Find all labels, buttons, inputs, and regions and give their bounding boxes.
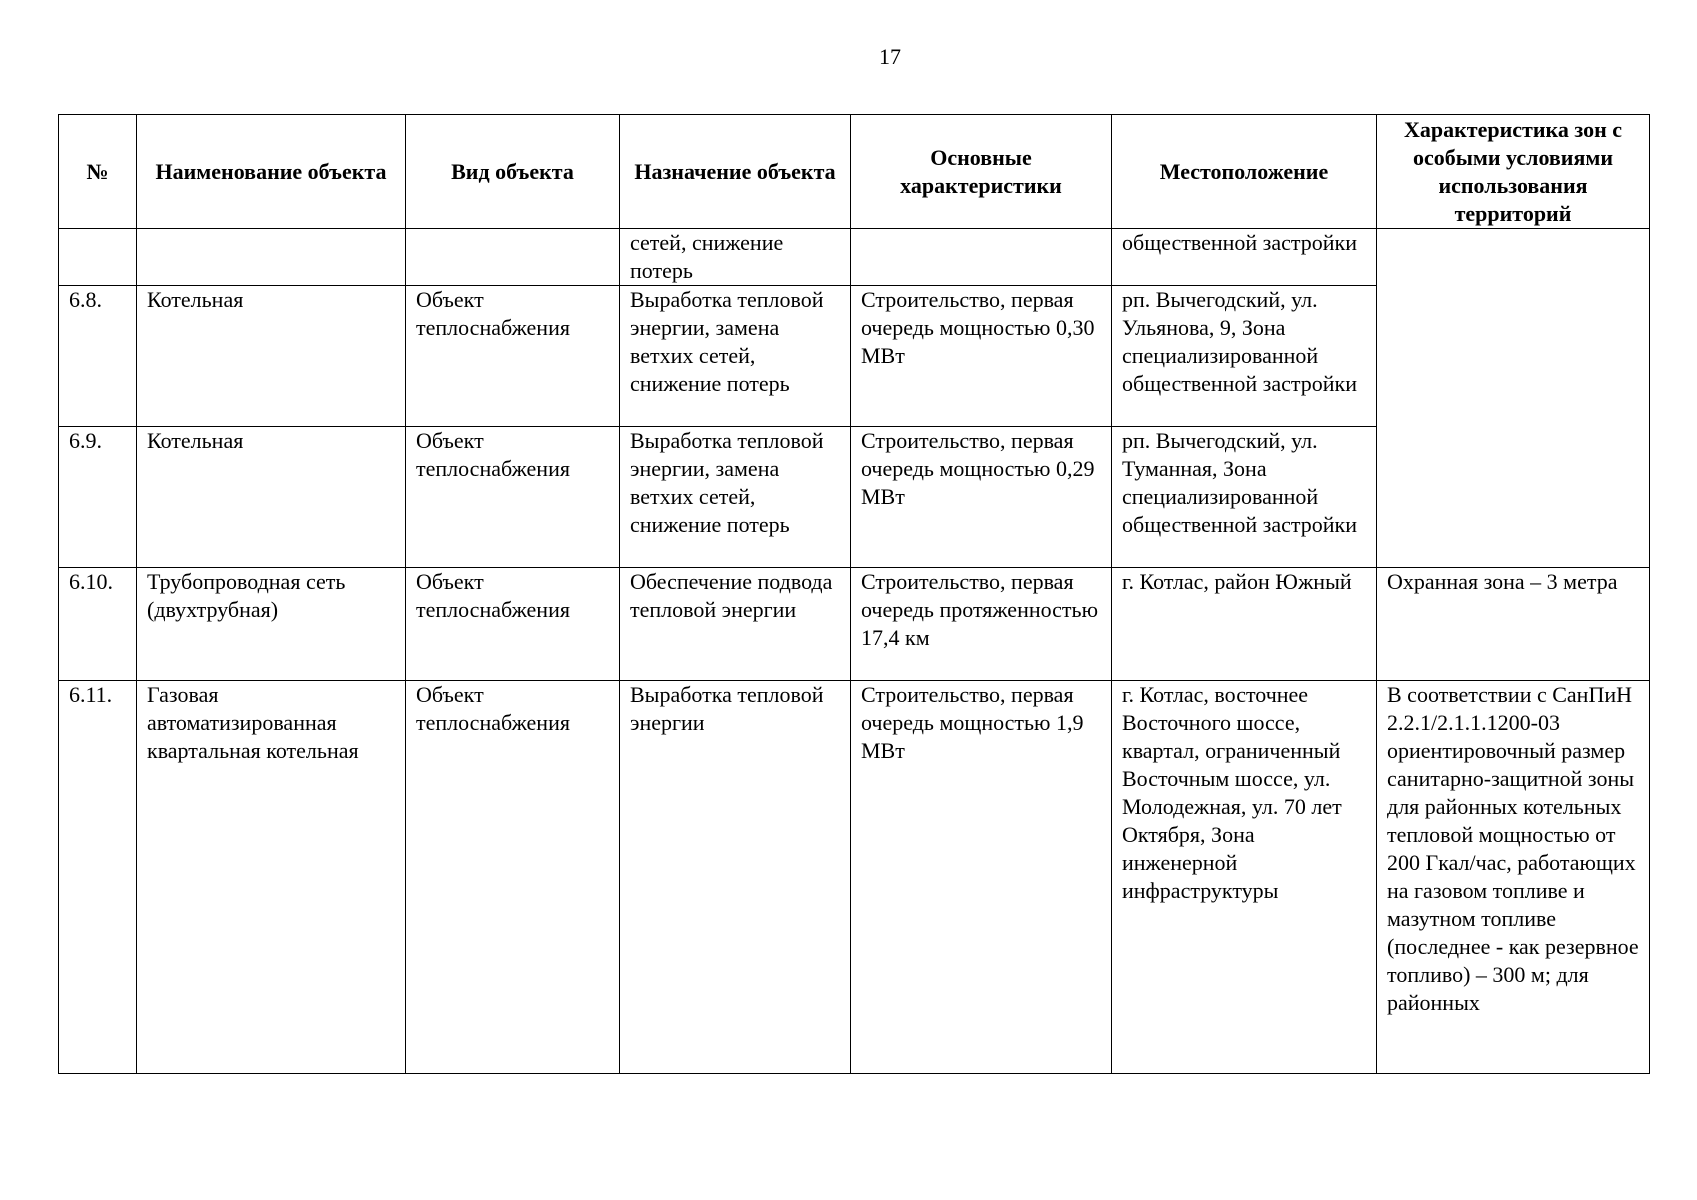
cell-name — [137, 229, 406, 286]
header-location: Местоположение — [1112, 115, 1377, 229]
cell-name: Котельная — [137, 286, 406, 427]
cell-number: 6.8. — [59, 286, 137, 427]
header-purpose: Назначение объекта — [620, 115, 851, 229]
header-characteristics: Основные характеристики — [851, 115, 1112, 229]
cell-number: 6.9. — [59, 427, 137, 568]
cell-name: Трубопроводная сеть (двухтрубная) — [137, 568, 406, 681]
cell-characteristics — [851, 229, 1112, 286]
cell-type: Объект теплоснабжения — [406, 568, 620, 681]
page-number: 17 — [879, 44, 901, 69]
header-name: Наименование объекта — [137, 115, 406, 229]
cell-type — [406, 229, 620, 286]
cell-purpose: Выработка тепловой энергии, замена ветхих сетей, снижение потерь — [620, 286, 851, 427]
cell-characteristics: Строительство, первая очередь мощностью 1,9 МВт — [851, 681, 1112, 1074]
cell-name: Газовая автоматизированная квартальная котельная — [137, 681, 406, 1074]
cell-location: общественной застройки — [1112, 229, 1377, 286]
cell-number: 6.10. — [59, 568, 137, 681]
table-row — [59, 681, 1650, 1074]
objects-table — [58, 114, 1650, 1074]
header-zones: Характеристика зон с особыми условиями использования территорий — [1377, 115, 1650, 229]
cell-location: г. Котлас, восточнее Восточного шоссе, квартал, ограниченный Восточным шоссе, ул. Молодежная, ул. 70 лет Октября, Зона инженерной инфраструктуры — [1112, 681, 1377, 1074]
cell-characteristics: Строительство, первая очередь мощностью 0,29 МВт — [851, 427, 1112, 568]
cell-zones: В соответствии с СанПиН 2.2.1/2.1.1.1200-03 ориентировочный размер санитарно-защитной зоны для районных котельных тепловой мощностью от 200 Гкал/час, работающих на газовом топливе и мазутном топливе (последнее - как резервное топливо) – 300 м; для районных — [1377, 681, 1650, 1074]
cell-purpose: сетей, снижение потерь — [620, 229, 851, 286]
cell-type: Объект теплоснабжения — [406, 286, 620, 427]
cell-number — [59, 229, 137, 286]
header-number: № — [59, 115, 137, 229]
cell-zones-merged — [1377, 229, 1650, 568]
cell-purpose: Выработка тепловой энергии — [620, 681, 851, 1074]
cell-location: рп. Вычегодский, ул. Ульянова, 9, Зона специализированной общественной застройки — [1112, 286, 1377, 427]
cell-purpose: Выработка тепловой энергии, замена ветхих сетей, снижение потерь — [620, 427, 851, 568]
cell-number: 6.11. — [59, 681, 137, 1074]
cell-purpose: Обеспечение подвода тепловой энергии — [620, 568, 851, 681]
cell-characteristics: Строительство, первая очередь протяженностью 17,4 км — [851, 568, 1112, 681]
cell-characteristics: Строительство, первая очередь мощностью 0,30 МВт — [851, 286, 1112, 427]
cell-type: Объект теплоснабжения — [406, 427, 620, 568]
cell-name: Котельная — [137, 427, 406, 568]
header-type: Вид объекта — [406, 115, 620, 229]
table-row-continuation — [59, 229, 1650, 286]
cell-location: рп. Вычегодский, ул. Туманная, Зона специализированной общественной застройки — [1112, 427, 1377, 568]
cell-type: Объект теплоснабжения — [406, 681, 620, 1074]
cell-location: г. Котлас, район Южный — [1112, 568, 1377, 681]
table-row — [59, 568, 1650, 681]
cell-zones: Охранная зона – 3 метра — [1377, 568, 1650, 681]
